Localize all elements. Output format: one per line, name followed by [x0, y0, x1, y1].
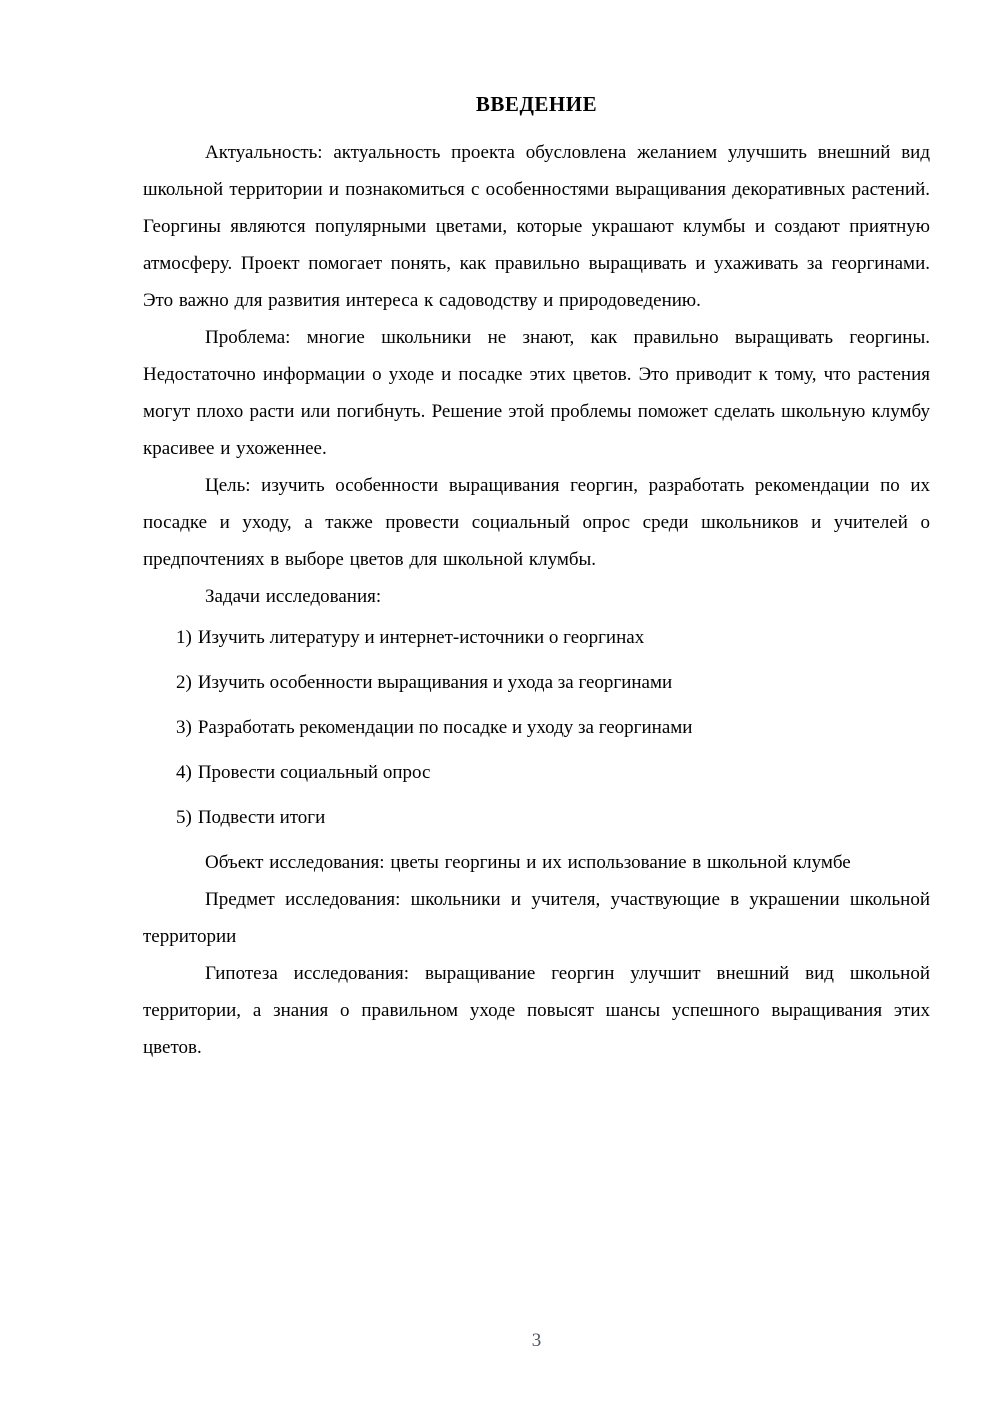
- paragraph-gipoteza: Гипотеза исследования: выращивание георгин улучшит внешний вид школьной территории, а знания о правильном уходе повысят шансы успешного выращивания этих цветов.: [143, 963, 930, 1058]
- paragraph-aktualnost: Актуальность: актуальность проекта обусловлена желанием улучшить внешний вид школьной территории и познакомиться с особенностями выращивания декоративных растений. Георгины являются популярными цветами, которые украшают клумбы и создают приятную атмосферу. Проект помогает понять, как правильно выращивать и ухаживать за георгинами. Это важно для развития интереса к садоводству и природоведению.: [143, 142, 930, 311]
- tasks-list: [143, 619, 930, 836]
- paragraph-tsel: Цель: изучить особенности выращивания георгин, разработать рекомендации по их посадке и уходу, а также провести социальный опрос среди школьников и учителей о предпочтениях в выборе цветов для школьной клумбы.: [143, 475, 930, 570]
- task-number: 4): [176, 762, 192, 783]
- task-text: Разработать рекомендации по посадке и уходу за георгинами: [197, 717, 693, 738]
- task-number: 2): [176, 672, 192, 693]
- task-text: Провести социальный опрос: [197, 762, 431, 783]
- task-text: Подвести итоги: [197, 807, 326, 828]
- page-number: 3: [531, 1330, 542, 1351]
- task-item: [176, 619, 930, 656]
- task-text: Изучить литературу и интернет-источники о георгинах: [197, 627, 645, 648]
- page-title: ВВЕДЕНИЕ: [475, 92, 598, 116]
- task-number: 5): [176, 807, 192, 828]
- task-item: [176, 709, 930, 746]
- task-item: [176, 754, 930, 791]
- paragraph-obekt: Объект исследования: цветы георгины и их использование в школьной клумбе: [205, 852, 851, 873]
- task-text: Изучить особенности выращивания и ухода за георгинами: [197, 672, 673, 693]
- tasks-heading: Задачи исследования:: [205, 586, 382, 607]
- task-item: [176, 664, 930, 701]
- task-item: [176, 799, 930, 836]
- task-number: 1): [176, 627, 192, 648]
- task-number: 3): [176, 717, 192, 738]
- paragraph-predmet: Предмет исследования: школьники и учителя, участвующие в украшении школьной территории: [143, 889, 930, 947]
- paragraph-problema: Проблема: многие школьники не знают, как правильно выращивать георгины. Недостаточно информации о уходе и посадке этих цветов. Это приводит к тому, что растения могут плохо расти или погибнуть. Решение этой проблемы поможет сделать школьную клумбу красивее и ухоженнее.: [143, 327, 930, 459]
